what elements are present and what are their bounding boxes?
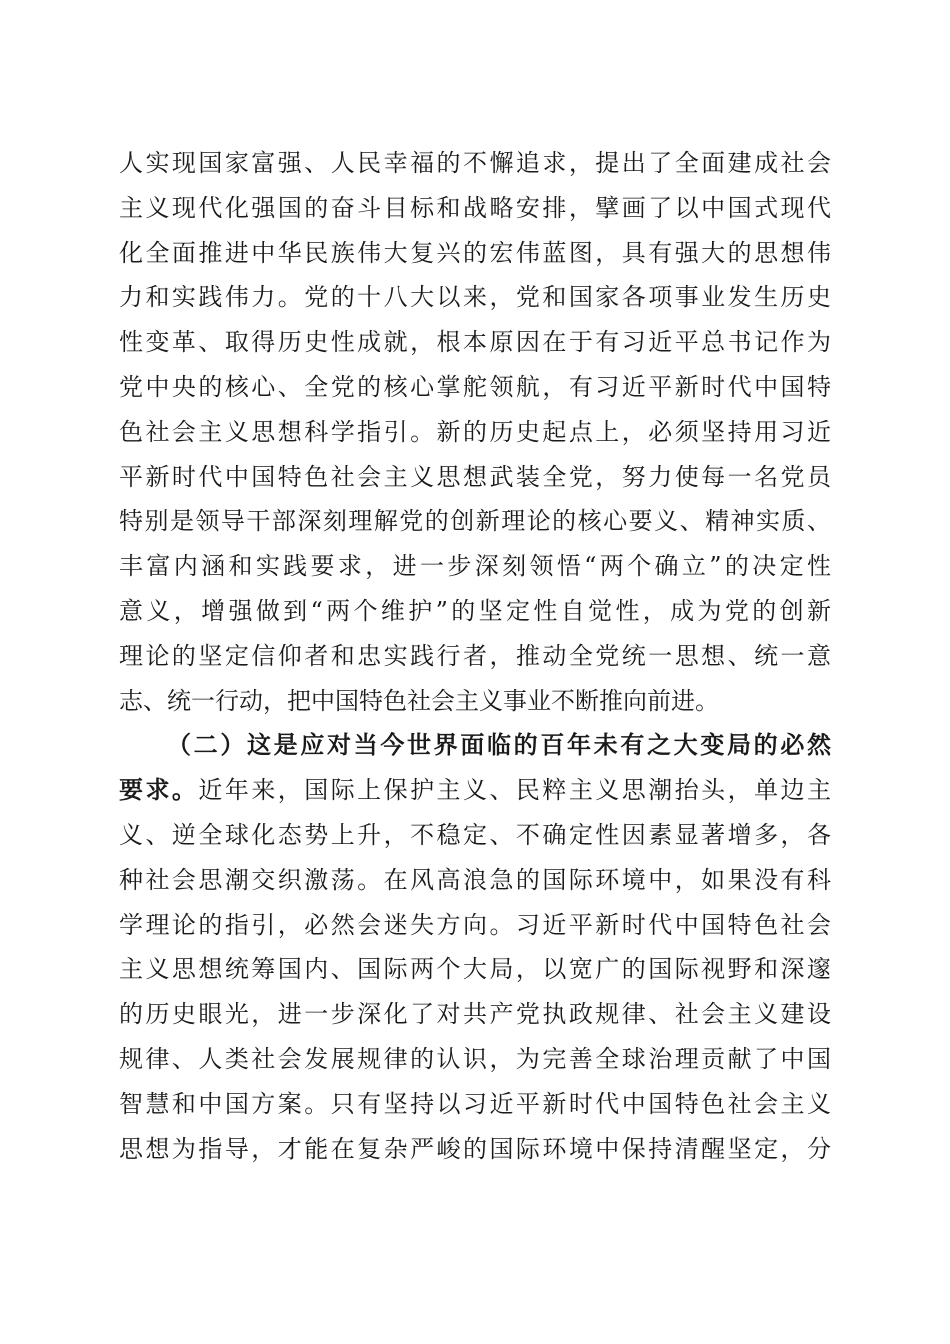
text-line: 力和实践伟力。党的十八大以来，党和国家各项事业发生历史 [119,283,831,312]
text-line: 色社会主义思想科学指引。新的历史起点上，必须坚持用习近 [119,417,831,446]
text-line: 党中央的核心、全党的核心掌舵领航，有习近平新时代中国特 [119,372,831,401]
text-line: 规律、人类社会发展规律的认识，为完善全球治理贡献了中国 [119,1044,831,1073]
text-line: 义、逆全球化态势上升，不稳定、不确定性因素显著增多，各 [119,820,831,849]
section-heading-end: 要求。 [119,775,199,805]
text-line: 特别是领导干部深刻理解党的创新理论的核心要义、精神实质、 [119,507,831,536]
section-heading: （二）这是应对当今世界面临的百年未有之大变局的必然 [167,730,831,760]
text-line: 种社会思潮交织激荡。在风高浪急的国际环境中，如果没有科 [119,865,831,894]
text-line: 理论的坚定信仰者和忠实践行者，推动全党统一思想、统一意 [119,641,831,670]
text-line: 人实现国家富强、人民幸福的不懈追求，提出了全面建成社会 [119,149,831,177]
text-line: 的历史眼光，进一步深化了对共产党执政规律、社会主义建设 [119,1000,831,1029]
text-line: 平新时代中国特色社会主义思想武装全党，努力使每一名党员 [119,462,831,491]
text-line: 智慧和中国方案。只有坚持以习近平新时代中国特色社会主义 [119,1089,831,1118]
text-line: 主义现代化强国的奋斗目标和战略安排，擘画了以中国式现代 [119,193,831,222]
text-line: 思想为指导，才能在复杂严峻的国际环境中保持清醒坚定，分 [119,1134,831,1163]
text-line: 主义思想统筹国内、国际两个大局，以宽广的国际视野和深邃 [119,955,831,984]
text-line [119,768,831,813]
text-line: 志、统一行动，把中国特色社会主义事业不断推向前进。 [119,686,719,715]
document-body [119,141,831,1171]
text-line: 性变革、取得历史性成就，根本原因在于有习近平总书记作为 [119,328,831,357]
text-line: 化全面推进中华民族伟大复兴的宏伟蓝图，具有强大的思想伟 [119,238,831,267]
text-line: 意义，增强做到“两个维护”的坚定性自觉性，成为党的创新 [119,596,831,625]
paragraph-1 [119,141,831,723]
text-line-rest: 近年来，国际上保护主义、民粹主义思潮抬头，单边主 [198,776,832,805]
text-line: 学理论的指引，必然会迷失方向。习近平新时代中国特色社会 [119,910,831,939]
paragraph-2 [119,723,831,1171]
text-line: 丰富内涵和实践要求，进一步深刻领悟“两个确立”的决定性 [119,552,831,581]
